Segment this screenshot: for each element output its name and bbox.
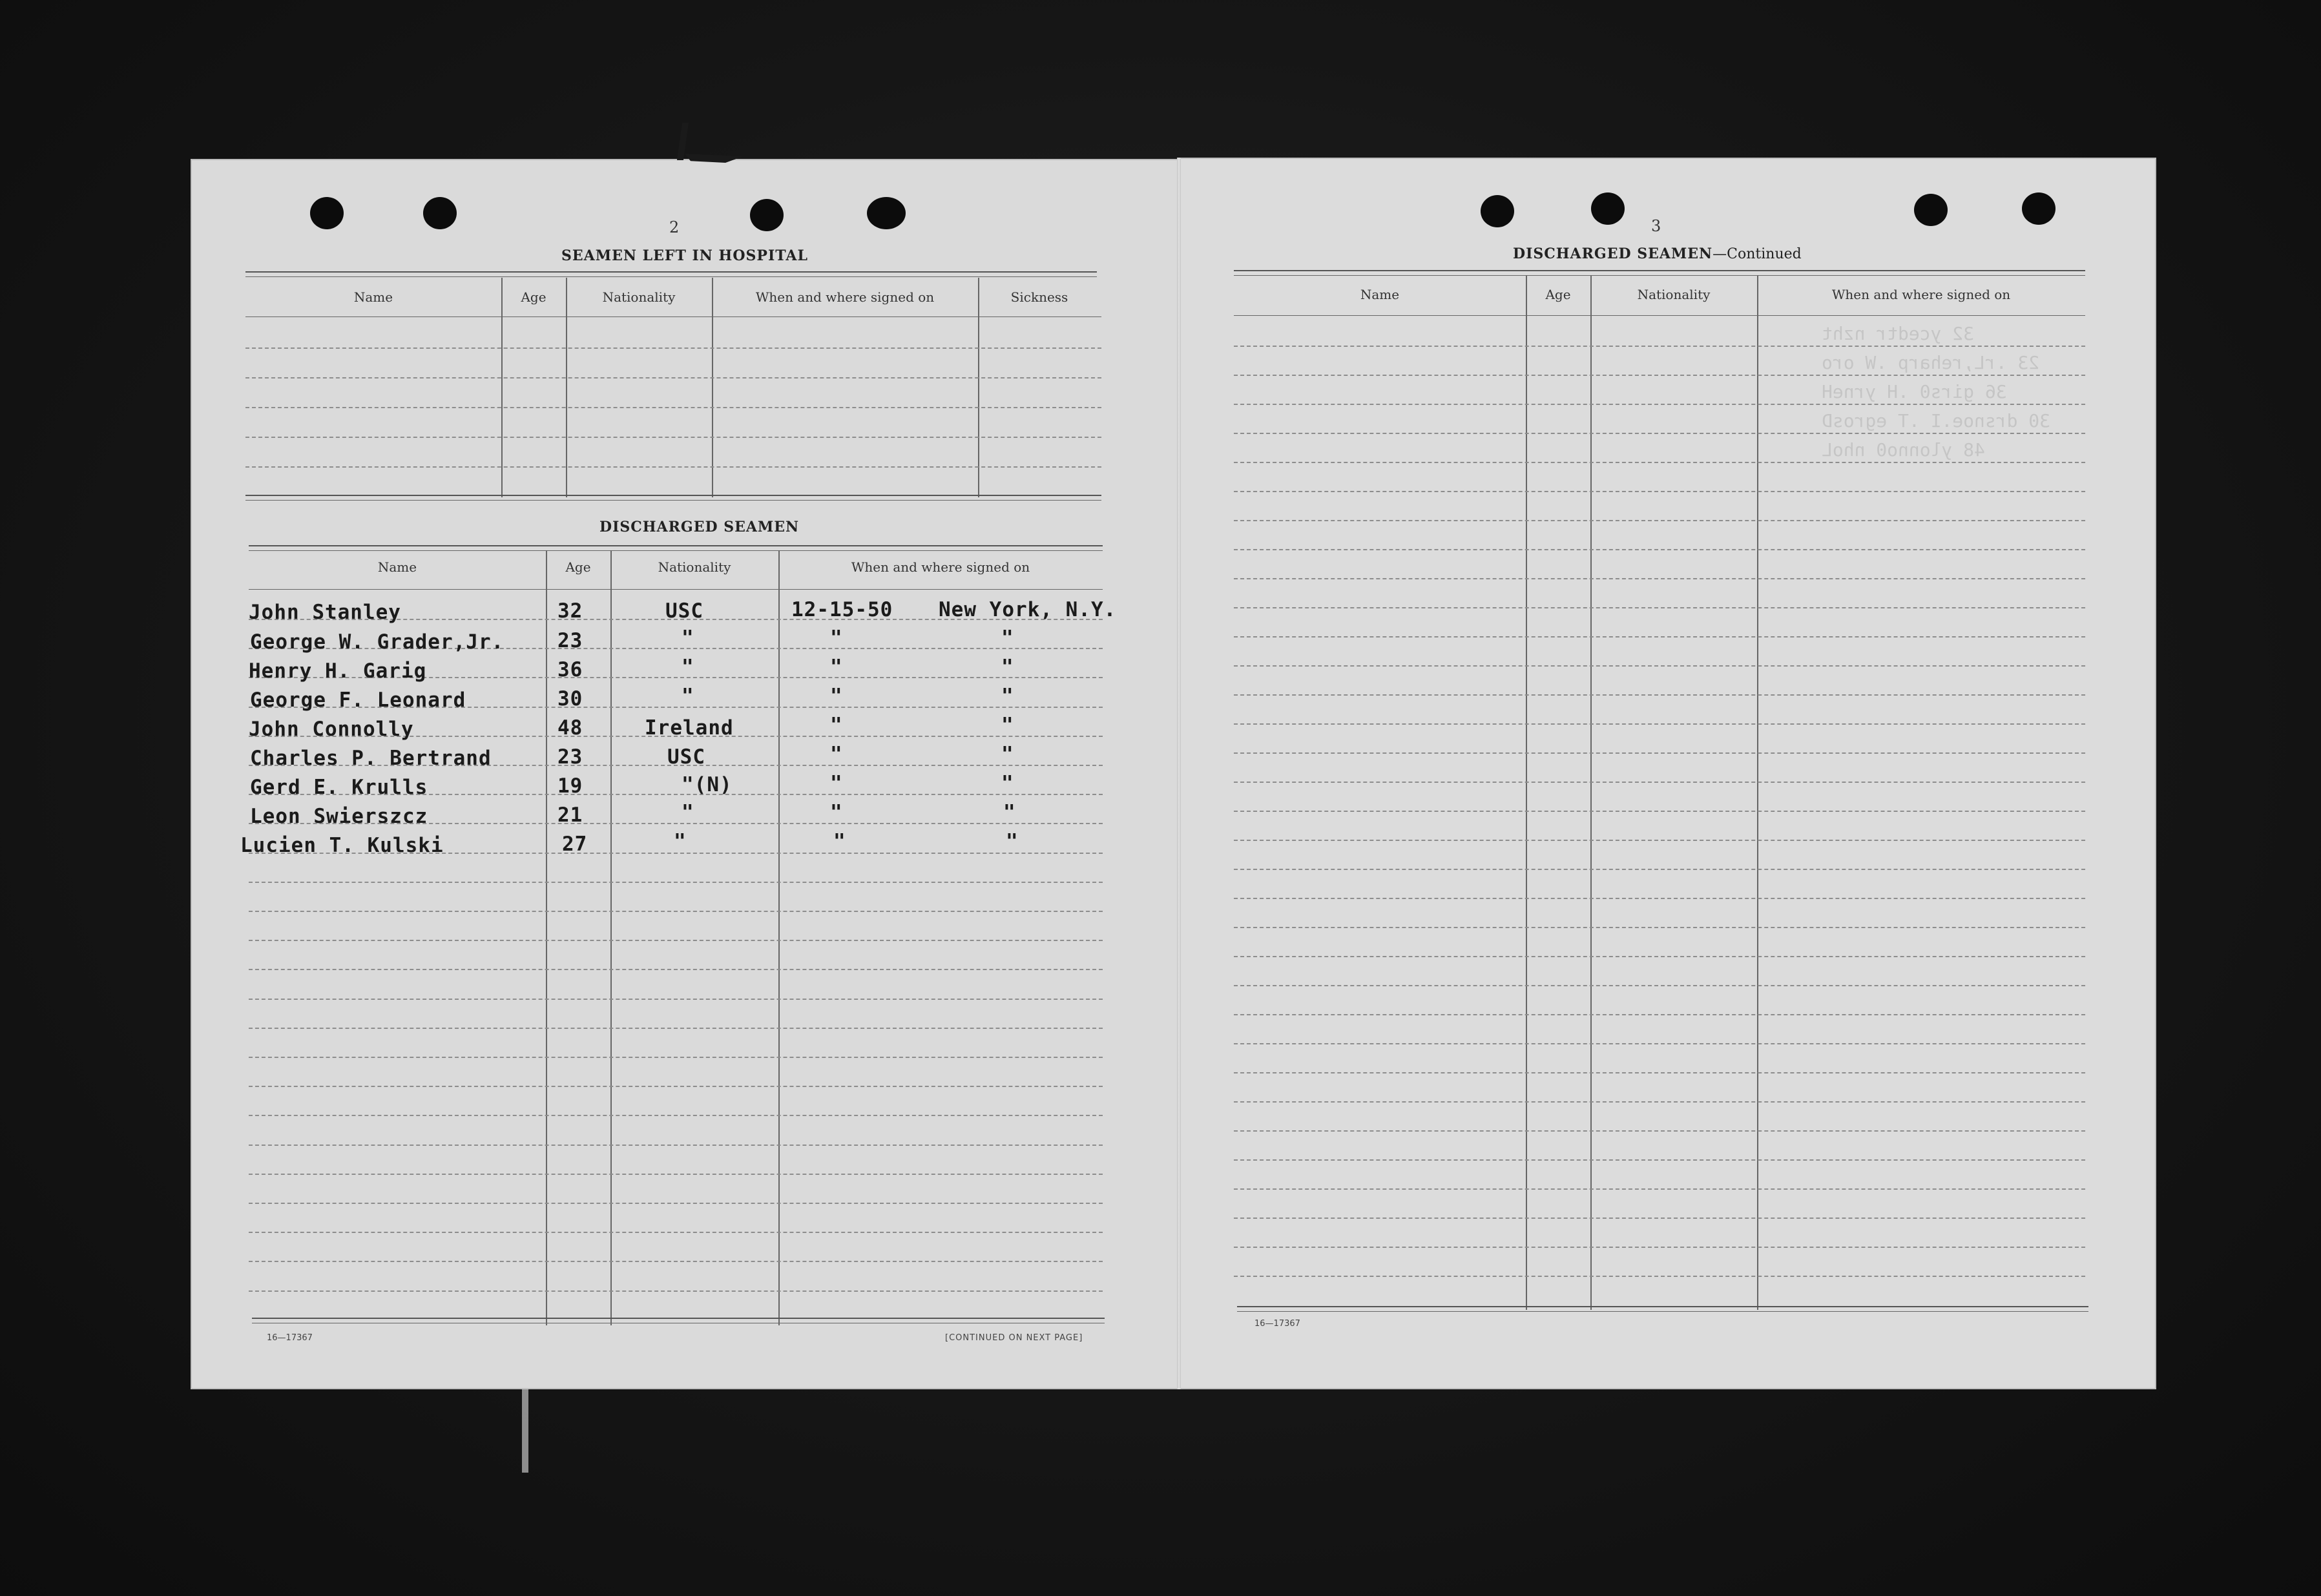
discharged-section-title: DISCHARGED SEAMEN <box>599 519 800 535</box>
ruled-line <box>1234 462 2085 463</box>
section-rule <box>1237 1306 2088 1307</box>
title-text: DISCHARGED SEAMEN <box>1513 245 1713 262</box>
signed-on-date: " <box>830 656 843 679</box>
section-rule <box>245 276 1097 277</box>
ruled-line <box>1234 346 2085 347</box>
column-divider <box>566 278 567 497</box>
signed-on-date: " <box>830 627 843 650</box>
seaman-nationality: "(N) <box>682 773 733 796</box>
seaman-name: George F. Leonard <box>250 689 466 712</box>
ruled-line <box>249 969 1103 970</box>
section-rule <box>249 545 1103 546</box>
section-rule <box>245 495 1101 496</box>
section-rule <box>1237 1311 2088 1312</box>
ruled-line <box>1234 1159 2085 1161</box>
header-rule <box>1234 315 2085 316</box>
seaman-nationality: " <box>682 656 694 679</box>
col-header-name: Name <box>1360 287 1400 302</box>
section-rule <box>249 550 1103 551</box>
bleed-through: 32 ycedtr nzht <box>1822 323 1975 344</box>
signed-on-date: " <box>830 743 843 766</box>
ruled-line <box>1234 636 2085 637</box>
ruled-line <box>1234 375 2085 376</box>
seaman-name: Gerd E. Krulls <box>250 776 428 799</box>
col-header-nationality: Nationality <box>602 289 676 305</box>
seaman-name: John Connolly <box>249 718 414 741</box>
seaman-age: 48 <box>557 716 583 740</box>
ruled-line <box>1234 694 2085 696</box>
ruled-line <box>1234 723 2085 725</box>
seaman-age: 19 <box>557 774 583 798</box>
seaman-nationality: USC <box>667 745 705 769</box>
signed-on-date: " <box>830 772 843 795</box>
ruled-line <box>249 999 1103 1000</box>
ruled-line <box>245 437 1101 438</box>
signed-on-place: " <box>1001 656 1014 679</box>
ruled-line <box>1234 520 2085 521</box>
ruled-line <box>249 940 1103 941</box>
punch-hole <box>1914 194 1948 226</box>
col-header-signed-on: When and where signed on <box>1831 287 2011 302</box>
ruled-line <box>1234 1072 2085 1073</box>
ruled-line <box>1234 1101 2085 1103</box>
bleed-through: 30 drsnoe.I .T egrosD <box>1822 410 2051 431</box>
column-divider <box>546 550 547 1325</box>
ruled-line <box>249 1057 1103 1058</box>
column-divider <box>712 278 713 497</box>
seaman-nationality: " <box>674 830 687 853</box>
punch-hole <box>310 197 344 229</box>
right-page <box>1179 158 2156 1389</box>
ruled-line <box>1234 491 2085 492</box>
column-divider <box>1526 275 1527 1310</box>
ruled-line <box>245 407 1101 408</box>
signed-on-place: " <box>1001 627 1014 650</box>
bleed-through: 23 .rL,reharp .W oro <box>1822 352 2040 373</box>
seaman-nationality: " <box>682 627 694 650</box>
seaman-age: 23 <box>557 629 583 652</box>
ruled-line <box>249 911 1103 912</box>
signed-on-place: " <box>1001 772 1014 795</box>
column-divider <box>1757 275 1758 1310</box>
ruled-line <box>1234 1130 2085 1132</box>
column-divider <box>778 550 780 1325</box>
signed-on-place: " <box>1001 743 1014 766</box>
ruled-line <box>249 1290 1103 1292</box>
col-header-nationality: Nationality <box>1637 287 1711 302</box>
ruled-line <box>1234 549 2085 550</box>
signed-on-place: " <box>1001 685 1014 708</box>
ruled-line <box>249 882 1103 883</box>
ruled-line <box>1234 927 2085 928</box>
col-header-name: Name <box>353 289 393 305</box>
ruled-line <box>1234 433 2085 434</box>
col-header-name: Name <box>377 559 417 575</box>
ruled-line <box>1234 898 2085 899</box>
column-divider <box>610 550 612 1325</box>
seaman-nationality: Ireland <box>645 716 734 740</box>
ruled-line <box>1234 1043 2085 1044</box>
ruled-line <box>1234 985 2085 986</box>
form-code: 16—17367 <box>1254 1319 1300 1329</box>
seaman-name: Lucien T. Kulski <box>240 834 444 857</box>
column-divider <box>501 278 503 497</box>
page-fold <box>1177 158 1181 1389</box>
continued-section-title <box>1513 245 1802 262</box>
ruled-line <box>1234 752 2085 754</box>
ruled-line <box>1234 869 2085 870</box>
ruled-line <box>249 1232 1103 1233</box>
section-rule <box>245 271 1097 273</box>
col-header-age: Age <box>1545 287 1571 302</box>
staple-mark <box>522 1389 528 1473</box>
ruled-line <box>1234 782 2085 783</box>
signed-on-place: New York, N.Y. <box>939 598 1117 621</box>
col-header-age: Age <box>565 559 591 575</box>
section-rule <box>1234 275 2085 276</box>
ruled-line <box>245 377 1101 378</box>
punch-hole <box>1591 192 1625 225</box>
page-number: 3 <box>1651 217 1661 235</box>
ruled-line <box>249 1028 1103 1029</box>
title-suffix: —Continued <box>1712 246 1802 262</box>
seaman-name: Leon Swierszcz <box>250 805 428 828</box>
signed-on-place: " <box>1006 830 1019 853</box>
seaman-age: 36 <box>557 658 583 681</box>
bleed-through: 36 girs0 .H yrneH <box>1822 381 2007 402</box>
ruled-line <box>249 1174 1103 1175</box>
section-rule <box>245 500 1101 501</box>
page-number: 2 <box>669 218 680 236</box>
ruled-line <box>1234 1218 2085 1219</box>
signed-on-date: " <box>830 685 843 708</box>
ruled-line <box>1234 1188 2085 1190</box>
seaman-age: 27 <box>562 833 588 856</box>
ruled-line <box>1234 1276 2085 1277</box>
header-rule <box>249 589 1103 590</box>
seaman-name: George W. Grader,Jr. <box>250 630 505 654</box>
ruled-line <box>1234 840 2085 841</box>
form-code: 16—17367 <box>267 1333 313 1343</box>
seaman-name: John Stanley <box>249 601 401 624</box>
column-divider <box>1590 275 1592 1310</box>
ruled-line <box>249 1203 1103 1204</box>
seaman-name: Henry H. Garig <box>249 659 427 683</box>
ruled-line <box>249 1115 1103 1116</box>
ruled-line <box>1234 811 2085 812</box>
seaman-age: 30 <box>557 687 583 710</box>
ruled-line <box>1234 404 2085 405</box>
ruled-line <box>249 1086 1103 1087</box>
section-rule <box>252 1318 1105 1319</box>
seaman-nationality: " <box>682 685 694 708</box>
col-header-signed-on: When and where signed on <box>851 559 1030 575</box>
punch-hole <box>423 197 457 229</box>
punch-hole <box>867 197 906 229</box>
col-header-sickness: Sickness <box>1010 289 1068 305</box>
col-header-nationality: Nationality <box>658 559 731 575</box>
ruled-line <box>1234 1014 2085 1015</box>
punch-hole <box>1481 195 1514 227</box>
hospital-section-title: SEAMEN LEFT IN HOSPITAL <box>561 247 808 264</box>
signed-on-place: " <box>1003 801 1016 824</box>
seaman-name: Charles P. Bertrand <box>250 747 492 770</box>
punch-hole <box>2022 192 2056 225</box>
header-rule <box>245 316 1101 317</box>
continued-note: [CONTINUED ON NEXT PAGE] <box>945 1333 1083 1343</box>
seaman-age: 21 <box>557 803 583 827</box>
column-divider <box>978 278 979 497</box>
col-header-signed-on: When and where signed on <box>755 289 935 305</box>
ruled-line <box>249 1261 1103 1262</box>
signed-on-date: " <box>830 714 843 737</box>
signed-on-date: " <box>830 801 843 824</box>
ruled-line <box>1234 607 2085 608</box>
ruled-line <box>245 347 1101 349</box>
signed-on-place: " <box>1001 714 1014 737</box>
ruled-line <box>249 1145 1103 1146</box>
ruled-line <box>1234 578 2085 579</box>
col-header-age: Age <box>521 289 546 305</box>
signed-on-date: " <box>833 830 846 853</box>
ruled-line <box>1234 665 2085 667</box>
signed-on-date: 12-15-50 <box>791 598 893 621</box>
seaman-nationality: " <box>682 801 694 824</box>
ruled-line <box>1234 1247 2085 1248</box>
section-rule <box>1234 270 2085 271</box>
seaman-age: 23 <box>557 745 583 769</box>
punch-hole <box>750 199 784 231</box>
ruled-line <box>245 466 1101 468</box>
seaman-nationality: USC <box>665 599 703 623</box>
ruled-line <box>1234 956 2085 957</box>
bleed-through: 48 ylonno0 nhoL <box>1822 439 1985 461</box>
seaman-age: 32 <box>557 599 583 623</box>
